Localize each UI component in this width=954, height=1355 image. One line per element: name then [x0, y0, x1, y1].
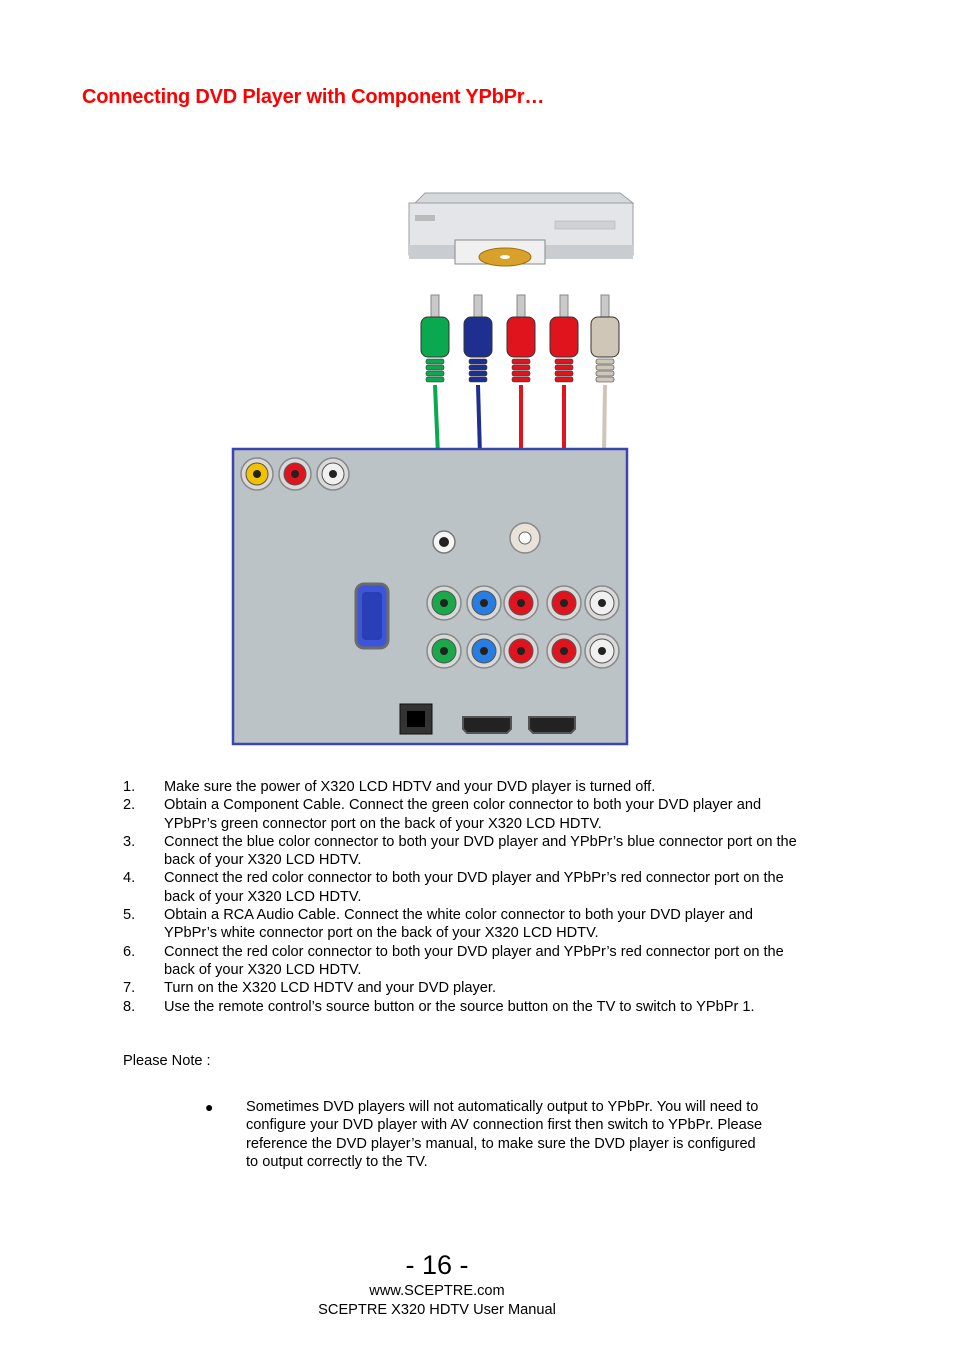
- footer-url: www.SCEPTRE.com: [369, 1283, 505, 1299]
- step-text: Obtain a RCA Audio Cable. Connect the white color connector to both your DVD player and YPbPr’s white connector port on the back of your X320 LCD HDTV.: [164, 907, 753, 942]
- tv-back-panel: [233, 449, 627, 744]
- bullet-icon: ●: [205, 1099, 214, 1115]
- step-item: [123, 998, 803, 1016]
- step-number: 7.: [123, 980, 136, 997]
- footer-manual-title: SCEPTRE X320 HDTV User Manual: [318, 1302, 556, 1318]
- vga-port: [356, 584, 388, 648]
- dvd-player-image: [409, 193, 633, 266]
- note-bullet: [205, 1098, 765, 1171]
- note-bullet-text: Sometimes DVD players will not automatically output to YPbPr. You will need to configure your DVD player with AV connection first then switch to YPbPr. Please reference the DVD player’s manual, to make sure the DVD player is configured to output correctly to the TV.: [246, 1099, 763, 1170]
- connection-diagram: [225, 185, 635, 751]
- step-text: Use the remote control’s source button or the source button on the TV to switch to YPbPr 1.: [164, 998, 755, 1015]
- av-input-ports: [241, 458, 349, 490]
- note-label: Please Note :: [123, 1053, 211, 1069]
- step-number: 4.: [123, 870, 136, 887]
- step-number: 3.: [123, 833, 136, 850]
- step-text: Make sure the power of X320 LCD HDTV and your DVD player is turned off.: [164, 779, 656, 795]
- step-item: [123, 979, 803, 997]
- step-text: Turn on the X320 LCD HDTV and your DVD player.: [164, 980, 497, 997]
- step-number: 1.: [123, 779, 136, 795]
- step-item: [123, 778, 803, 796]
- step-text: Connect the red color connector to both your DVD player and YPbPr’s red connector port on the back of your X320 LCD HDTV.: [164, 870, 784, 905]
- page-number: - 16 -: [405, 1250, 469, 1280]
- step-text: Connect the red color connector to both your DVD player and YPbPr’s red connector port on the back of your X320 LCD HDTV.: [164, 943, 784, 978]
- step-item: [123, 869, 803, 906]
- step-number: 5.: [123, 907, 136, 924]
- step-number: 8.: [123, 998, 136, 1015]
- step-item: [123, 796, 803, 833]
- section-title: Connecting DVD Player with Component YPbPr…: [82, 86, 545, 108]
- step-item: [123, 833, 803, 870]
- instruction-steps: [123, 778, 803, 1016]
- step-number: 6.: [123, 943, 136, 960]
- step-item: [123, 906, 803, 943]
- step-text: Connect the blue color connector to both your DVD player and YPbPr’s blue connector port on the back of your X320 LCD HDTV.: [164, 833, 797, 869]
- step-item: [123, 943, 803, 980]
- step-number: 2.: [123, 797, 136, 814]
- step-text: Obtain a Component Cable. Connect the green color connector to both your DVD player and YPbPr’s green connector port on the back of your X320 LCD HDTV.: [164, 797, 762, 832]
